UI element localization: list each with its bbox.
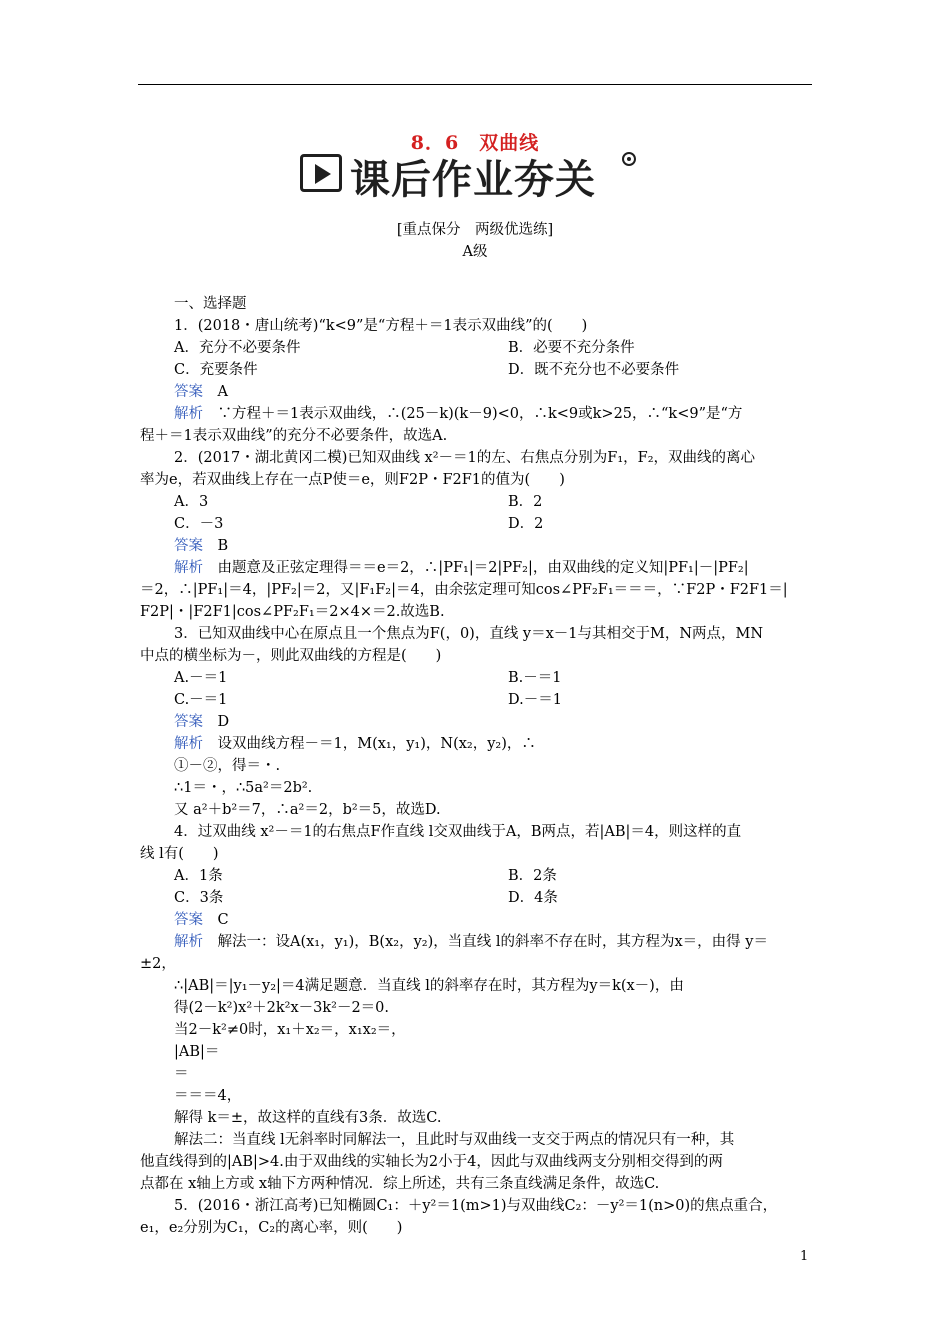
answer-line — [174, 910, 229, 930]
line-text: C．3条 — [174, 890, 224, 906]
text-line — [140, 1218, 402, 1238]
answer-label: 解析 — [174, 560, 203, 576]
text-line — [174, 448, 755, 468]
text-line — [174, 1086, 241, 1106]
text-line — [140, 426, 447, 446]
answer-label: 答案 — [174, 384, 203, 400]
text-line — [174, 514, 223, 534]
analysis-line — [174, 932, 768, 952]
text-line — [174, 1130, 734, 1150]
line-text: C．－3 — [174, 516, 224, 532]
line-text: |AB|＝ — [174, 1044, 220, 1060]
text-line — [174, 888, 223, 908]
text-line — [174, 998, 389, 1018]
banner-text: 课后作业夯关 — [350, 157, 596, 203]
line-text: A．充分不必要条件 — [174, 340, 301, 356]
text-line — [140, 580, 788, 600]
answer-label: 答案 — [174, 714, 203, 730]
text-line — [508, 360, 679, 380]
text-line — [174, 756, 280, 776]
line-text: 1．(2018・唐山统考)“k<9”是“方程＋＝1表示双曲线”的( ) — [174, 318, 588, 334]
line-text: 率为e，若双曲线上存在一点P使＝e，则F2P・F2F1的值为( ) — [140, 472, 565, 488]
line-text: B．2 — [508, 494, 543, 510]
line-text: 3．已知双曲线中心在原点且一个焦点为F(，0)，直线 y＝x－1与其相交于M，N两点，MN — [174, 626, 764, 642]
line-text: B.－＝1 — [508, 670, 562, 686]
line-text: 又 a²＋b²＝7，∴a²＝2，b²＝5，故选D. — [174, 802, 441, 818]
answer-label: 解析 — [174, 934, 203, 950]
answer-label: 答案 — [174, 538, 203, 554]
line-text: D — [203, 714, 230, 730]
level-heading: A级 — [462, 244, 488, 260]
line-text: ＝2，∴|PF₁|＝4，|PF₂|＝2，又|F₁F₂|＝4，由余弦定理可知cos∠PF₂F₁＝＝＝，∵F2P・F2F1＝| — [140, 582, 788, 598]
answer-label: 解析 — [174, 406, 203, 422]
line-text: 点都在 x轴上方或 x轴下方两种情况．综上所述，共有三条直线满足条件，故选C. — [140, 1176, 660, 1192]
line-text: ±2， — [140, 956, 176, 972]
line-text: 2．(2017・湖北黄冈二模)已知双曲线 x²－＝1的左、右焦点分别为F₁，F₂，双曲线的离心 — [174, 450, 756, 466]
text-line — [508, 514, 543, 534]
text-line — [140, 954, 176, 974]
text-line — [508, 888, 558, 908]
line-text: D．4条 — [508, 890, 558, 906]
subtitle: [重点保分 两级优选练] — [396, 222, 554, 238]
line-text: 由题意及正弦定理得＝＝e＝2，∴|PF₁|＝2|PF₂|，由双曲线的定义知|PF₁|－|PF₂| — [203, 560, 749, 576]
header-rule — [138, 84, 812, 85]
text-line — [174, 668, 227, 688]
text-line — [174, 866, 223, 886]
line-text: 一、选择题 — [174, 296, 247, 312]
analysis-line — [174, 404, 742, 424]
line-text: ∵方程＋＝1表示双曲线，∴(25－k)(k－9)<0，∴k<9或k>25，∴“k<9”是“方 — [203, 406, 743, 422]
text-line — [174, 1108, 441, 1128]
text-line — [140, 844, 219, 864]
line-text: C.－＝1 — [174, 692, 228, 708]
line-text: ①－②，得＝・. — [174, 758, 281, 774]
text-line — [174, 492, 208, 512]
text-line — [140, 470, 565, 490]
line-text: A.－＝1 — [174, 670, 228, 686]
text-line — [174, 338, 300, 358]
line-text: F2P|・|F2F1|cos∠PF₂F₁＝2×4×＝2.故选B. — [140, 604, 445, 620]
text-line — [174, 294, 247, 314]
section-title: 8．6 双曲线 — [410, 132, 540, 154]
text-line — [174, 822, 741, 842]
text-line — [140, 602, 445, 622]
text-line — [140, 1152, 723, 1172]
text-line — [508, 338, 635, 358]
text-line — [508, 668, 562, 688]
answer-line — [174, 382, 228, 402]
line-text: 当2－k²≠0时，x₁＋x₂＝，x₁x₂＝， — [174, 1022, 406, 1038]
line-text: 5．(2016・浙江高考)已知椭圆C₁：＋y²＝1(m>1)与双曲线C₂：－y²＝1(n>0)的焦点重合， — [174, 1198, 778, 1214]
line-text: A．1条 — [174, 868, 223, 884]
analysis-line — [174, 558, 749, 578]
text-line — [508, 866, 557, 886]
homework-banner — [300, 150, 650, 203]
line-text: 线 l有( ) — [140, 846, 219, 862]
line-text: 他直线得到的|AB|>4.由于双曲线的实轴长为2小于4，因此与双曲线两支分别相交得到的两 — [140, 1154, 723, 1170]
text-line — [174, 1020, 406, 1040]
text-line — [174, 1064, 189, 1084]
answer-line — [174, 712, 229, 732]
line-text: ∴1＝・，∴5a²＝2b². — [174, 780, 313, 796]
line-text: A — [203, 384, 228, 400]
line-text: 程＋＝1表示双曲线”的充分不必要条件，故选A. — [140, 428, 448, 444]
answer-line — [174, 536, 228, 556]
line-text: C — [203, 912, 229, 928]
text-line — [140, 646, 441, 666]
line-text: 中点的横坐标为－，则此双曲线的方程是( ) — [140, 648, 442, 664]
text-line — [174, 624, 763, 644]
text-line — [174, 316, 587, 336]
line-text: e₁，e₂分别为C₁，C₂的离心率，则( ) — [140, 1220, 403, 1236]
answer-label: 答案 — [174, 912, 203, 928]
line-text: D．既不充分也不必要条件 — [508, 362, 680, 378]
line-text: 解得 k＝±，故这样的直线有3条．故选C. — [174, 1110, 442, 1126]
line-text: D.－＝1 — [508, 692, 562, 708]
line-text: ＝＝＝4， — [174, 1088, 242, 1104]
text-line — [174, 1196, 777, 1216]
line-text: B．必要不充分条件 — [508, 340, 635, 356]
analysis-line — [174, 734, 536, 754]
text-line — [508, 492, 542, 512]
text-line — [174, 800, 441, 820]
line-text: ＝ — [174, 1066, 189, 1082]
text-line — [508, 690, 562, 710]
line-text: D．2 — [508, 516, 544, 532]
line-text: B．2条 — [508, 868, 557, 884]
text-line — [140, 1174, 659, 1194]
text-line — [174, 976, 684, 996]
page-number: 1 — [800, 1249, 809, 1264]
play-icon — [300, 154, 342, 192]
line-text: 得(2－k²)x²＋2k²x－3k²－2＝0. — [174, 1000, 390, 1016]
line-text: 4．过双曲线 x²－＝1的右焦点F作直线 l交双曲线于A，B两点，若|AB|＝4，则这样的直 — [174, 824, 742, 840]
line-text: ∴|AB|＝|y₁－y₂|＝4满足题意．当直线 l的斜率存在时，其方程为y＝k(x－)，由 — [174, 978, 684, 994]
text-line — [174, 360, 258, 380]
line-text: C．充要条件 — [174, 362, 258, 378]
answer-label: 解析 — [174, 736, 203, 752]
line-text: A．3 — [174, 494, 209, 510]
text-line — [174, 778, 312, 798]
target-icon — [622, 152, 636, 166]
text-line — [174, 1042, 219, 1062]
line-text: B — [203, 538, 229, 554]
text-line — [174, 690, 227, 710]
line-text: 解法一：设A(x₁，y₁)，B(x₂，y₂)，当直线 l的斜率不存在时，其方程为x＝，由得 y＝ — [203, 934, 768, 950]
line-text: 解法二：当直线 l无斜率时同解法一，且此时与双曲线一支交于两点的情况只有一种，其 — [174, 1132, 735, 1148]
line-text: 设双曲线方程－＝1，M(x₁，y₁)，N(x₂，y₂)，∴ — [203, 736, 536, 752]
